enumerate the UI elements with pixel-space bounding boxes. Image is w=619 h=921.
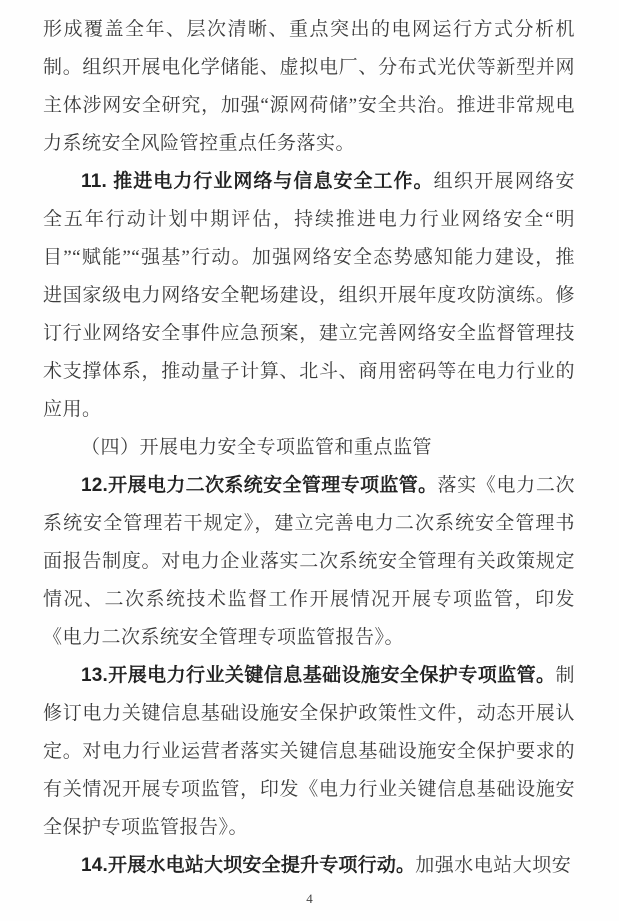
paragraph-item-14 <box>43 847 575 885</box>
paragraph-text: 形成覆盖全年、层次清晰、重点突出的电网运行方式分析机制。组织开展电化学储能、虚拟电厂、分布式光伏等新型并网主体涉网安全研究，加强“源网荷储”安全共治。推进非常规电力系统安全风险管控重点任务落实。 <box>43 19 575 154</box>
paragraph-item-11 <box>43 163 575 429</box>
section-heading-4 <box>43 429 575 467</box>
paragraph-heading: 13.开展电力行业关键信息基础设施安全保护专项监管。 <box>81 665 556 686</box>
paragraph-text: 制修订电力关键信息基础设施安全保护政策性文件，动态开展认定。对电力行业运营者落实关键信息基础设施安全保护要求的有关情况开展专项监管，印发《电力行业关键信息基础设施安全保护专项监管报告》。 <box>43 665 575 838</box>
paragraph-text: 加强水电站大坝安 <box>415 855 572 876</box>
paragraph-heading: 12.开展电力二次系统安全管理专项监管。 <box>81 475 438 496</box>
section-heading-text: （四）开展电力安全专项监管和重点监管 <box>81 437 433 458</box>
paragraph-continuation <box>43 11 575 163</box>
page-number: 4 <box>306 891 313 906</box>
paragraph-text: 落实《电力二次系统安全管理若干规定》，建立完善电力二次系统安全管理书面报告制度。对电力企业落实二次系统安全管理有关政策规定情况、二次系统技术监督工作开展情况开展专项监管，印发《电力二次系统安全管理专项监管报告》。 <box>43 475 575 648</box>
paragraph-text: 组织开展网络安全五年行动计划中期评估，持续推进电力行业网络安全“明目”“赋能”“强基”行动。加强网络安全态势感知能力建设，推进国家级电力网络安全靶场建设，组织开展年度攻防演练。修订行业网络安全事件应急预案，建立完善网络安全监督管理技术支撑体系，推动量子计算、北斗、商用密码等在电力行业的应用。 <box>43 171 575 420</box>
paragraph-item-13 <box>43 657 575 847</box>
paragraph-heading: 11. 推进电力行业网络与信息安全工作。 <box>81 171 434 192</box>
paragraph-heading: 14.开展水电站大坝安全提升专项行动。 <box>81 855 416 876</box>
paragraph-item-12 <box>43 467 575 657</box>
